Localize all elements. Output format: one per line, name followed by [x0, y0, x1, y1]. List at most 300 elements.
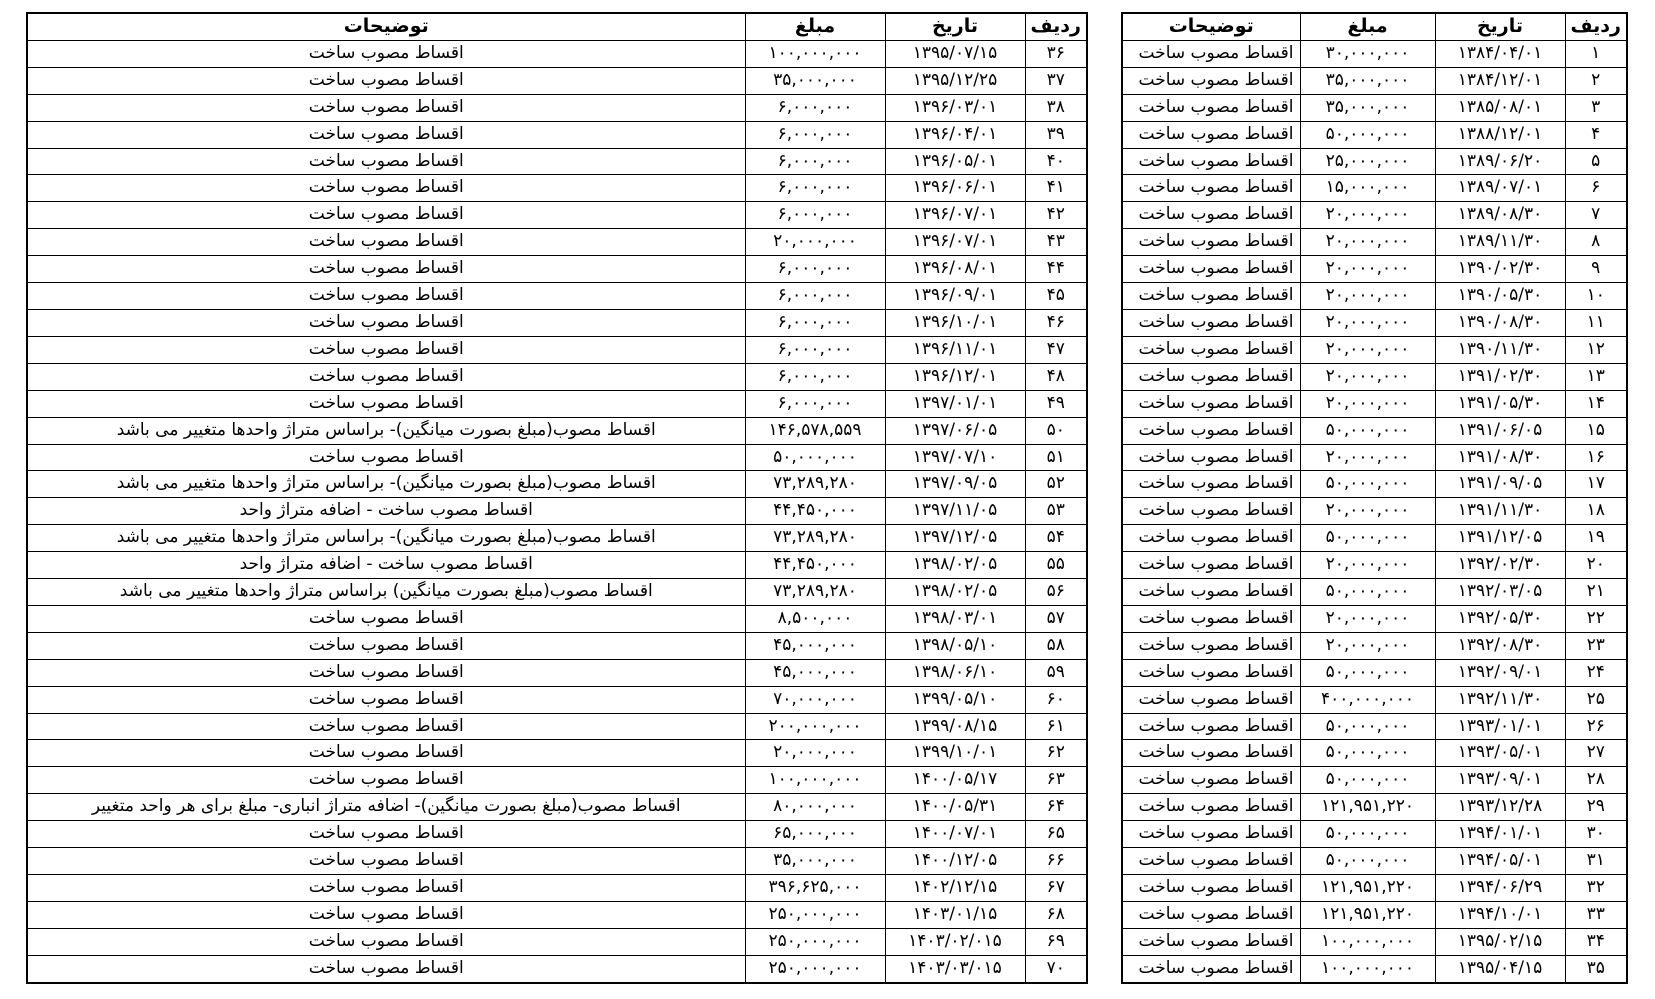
amount-cell: ۱۲۱,۹۵۱,۲۲۰ [1300, 875, 1435, 902]
row-number-cell: ۲۶ [1565, 713, 1627, 740]
table-row [27, 767, 1087, 794]
table-row [27, 40, 1087, 67]
description-cell: اقساط مصوب ساخت [1122, 94, 1300, 121]
row-number-cell: ۳۵ [1565, 955, 1627, 982]
description-cell: اقساط مصوب ساخت [1122, 229, 1300, 256]
amount-cell: ۱۵,۰۰۰,۰۰۰ [1300, 175, 1435, 202]
description-cell: اقساط مصوب ساخت [27, 605, 745, 632]
amount-cell: ۳۰,۰۰۰,۰۰۰ [1300, 40, 1435, 67]
amount-cell: ۲۰,۰۰۰,۰۰۰ [1300, 283, 1435, 310]
header-amount: مبلغ [745, 13, 885, 40]
installments-table-left [26, 12, 1088, 984]
row-number-cell: ۳۰ [1565, 821, 1627, 848]
date-cell: ۱۳۹۵/۰۲/۱۵ [1435, 928, 1565, 955]
date-cell: ۱۳۹۵/۱۲/۲۵ [885, 67, 1025, 94]
row-number-cell: ۶۰ [1025, 686, 1087, 713]
date-cell: ۱۳۹۴/۰۱/۰۱ [1435, 821, 1565, 848]
row-number-cell: ۶۲ [1025, 740, 1087, 767]
amount-cell: ۲۰,۰۰۰,۰۰۰ [1300, 498, 1435, 525]
date-cell: ۱۳۹۰/۰۲/۳۰ [1435, 256, 1565, 283]
row-number-cell: ۵۲ [1025, 471, 1087, 498]
date-cell: ۱۴۰۰/۰۵/۳۱ [885, 794, 1025, 821]
amount-cell: ۵۰,۰۰۰,۰۰۰ [1300, 848, 1435, 875]
description-cell: اقساط مصوب ساخت [27, 821, 745, 848]
row-number-cell: ۳ [1565, 94, 1627, 121]
amount-cell: ۴۵,۰۰۰,۰۰۰ [745, 632, 885, 659]
header-description: توضیحات [1122, 13, 1300, 40]
amount-cell: ۶۵,۰۰۰,۰۰۰ [745, 821, 885, 848]
date-cell: ۱۴۰۳/۰۲/۰۱۵ [885, 928, 1025, 955]
row-number-cell: ۸ [1565, 229, 1627, 256]
amount-cell: ۳۹۶,۶۲۵,۰۰۰ [745, 875, 885, 902]
description-cell: اقساط مصوب ساخت [1122, 552, 1300, 579]
row-number-cell: ۳۱ [1565, 848, 1627, 875]
description-cell: اقساط مصوب ساخت [1122, 928, 1300, 955]
date-cell: ۱۳۹۱/۰۵/۳۰ [1435, 390, 1565, 417]
amount-cell: ۸,۵۰۰,۰۰۰ [745, 605, 885, 632]
table-row [1122, 67, 1627, 94]
date-cell: ۱۳۹۷/۱۲/۰۵ [885, 525, 1025, 552]
row-number-cell: ۱۲ [1565, 336, 1627, 363]
row-number-cell: ۱۵ [1565, 417, 1627, 444]
description-cell: اقساط مصوب ساخت [27, 40, 745, 67]
description-cell: اقساط مصوب ساخت [27, 94, 745, 121]
description-cell: اقساط مصوب ساخت [1122, 767, 1300, 794]
date-cell: ۱۳۹۱/۰۹/۰۵ [1435, 471, 1565, 498]
description-cell: اقساط مصوب ساخت [1122, 175, 1300, 202]
table-row [1122, 875, 1627, 902]
amount-cell: ۷۰,۰۰۰,۰۰۰ [745, 686, 885, 713]
table-body [27, 40, 1087, 982]
row-number-cell: ۴۸ [1025, 363, 1087, 390]
amount-cell: ۶,۰۰۰,۰۰۰ [745, 94, 885, 121]
row-number-cell: ۷ [1565, 202, 1627, 229]
amount-cell: ۴۴,۴۵۰,۰۰۰ [745, 498, 885, 525]
description-cell: اقساط مصوب(مبلغ بصورت میانگین)- اضافه متراژ انباری- مبلغ برای هر واحد متغییر [27, 794, 745, 821]
table-row [1122, 363, 1627, 390]
description-cell: اقساط مصوب ساخت [1122, 309, 1300, 336]
row-number-cell: ۵۶ [1025, 579, 1087, 606]
description-cell: اقساط مصوب ساخت [1122, 901, 1300, 928]
row-number-cell: ۲۰ [1565, 552, 1627, 579]
amount-cell: ۵۰,۰۰۰,۰۰۰ [1300, 121, 1435, 148]
description-cell: اقساط مصوب ساخت [27, 229, 745, 256]
description-cell: اقساط مصوب ساخت [27, 283, 745, 310]
table-row [27, 363, 1087, 390]
table-row [27, 821, 1087, 848]
date-cell: ۱۳۹۴/۱۰/۰۱ [1435, 901, 1565, 928]
row-number-cell: ۶۵ [1025, 821, 1087, 848]
description-cell: اقساط مصوب ساخت [1122, 471, 1300, 498]
amount-cell: ۲۰,۰۰۰,۰۰۰ [1300, 229, 1435, 256]
row-number-cell: ۷۰ [1025, 955, 1087, 982]
date-cell: ۱۴۰۰/۰۵/۱۷ [885, 767, 1025, 794]
table-row [1122, 686, 1627, 713]
amount-cell: ۲۰,۰۰۰,۰۰۰ [1300, 363, 1435, 390]
table-row [27, 875, 1087, 902]
description-cell: اقساط مصوب ساخت [1122, 740, 1300, 767]
table-row [27, 256, 1087, 283]
description-cell: اقساط مصوب ساخت [1122, 283, 1300, 310]
row-number-cell: ۱۴ [1565, 390, 1627, 417]
table-row [1122, 955, 1627, 982]
table-row [1122, 94, 1627, 121]
date-cell: ۱۳۹۱/۰۶/۰۵ [1435, 417, 1565, 444]
date-cell: ۱۳۹۷/۰۱/۰۱ [885, 390, 1025, 417]
description-cell: اقساط مصوب ساخت - اضافه متراژ واحد [27, 498, 745, 525]
table-row [27, 605, 1087, 632]
table-row [1122, 632, 1627, 659]
table-row [27, 552, 1087, 579]
amount-cell: ۶,۰۰۰,۰۰۰ [745, 283, 885, 310]
table-row [1122, 471, 1627, 498]
description-cell: اقساط مصوب ساخت [27, 740, 745, 767]
date-cell: ۱۳۹۲/۰۵/۳۰ [1435, 605, 1565, 632]
description-cell: اقساط مصوب ساخت [1122, 390, 1300, 417]
amount-cell: ۲۰,۰۰۰,۰۰۰ [745, 229, 885, 256]
table-row [27, 632, 1087, 659]
date-cell: ۱۳۸۹/۰۷/۰۱ [1435, 175, 1565, 202]
row-number-cell: ۴ [1565, 121, 1627, 148]
date-cell: ۱۳۹۷/۰۹/۰۵ [885, 471, 1025, 498]
table-row [1122, 794, 1627, 821]
table-row [1122, 659, 1627, 686]
date-cell: ۱۳۸۵/۰۸/۰۱ [1435, 94, 1565, 121]
description-cell: اقساط مصوب ساخت [27, 767, 745, 794]
table-row [1122, 740, 1627, 767]
row-number-cell: ۲۵ [1565, 686, 1627, 713]
table-row [1122, 552, 1627, 579]
amount-cell: ۲۰,۰۰۰,۰۰۰ [1300, 390, 1435, 417]
description-cell: اقساط مصوب ساخت [1122, 444, 1300, 471]
date-cell: ۱۳۹۸/۰۵/۱۰ [885, 632, 1025, 659]
table-row [27, 283, 1087, 310]
amount-cell: ۳۵,۰۰۰,۰۰۰ [1300, 67, 1435, 94]
header-amount: مبلغ [1300, 13, 1435, 40]
header-row-number: ردیف [1565, 13, 1627, 40]
amount-cell: ۲۰,۰۰۰,۰۰۰ [1300, 605, 1435, 632]
description-cell: اقساط مصوب ساخت [27, 686, 745, 713]
header-row-number: ردیف [1025, 13, 1087, 40]
header-description: توضیحات [27, 13, 745, 40]
table-row [1122, 767, 1627, 794]
description-cell: اقساط مصوب ساخت [1122, 256, 1300, 283]
amount-cell: ۴۵,۰۰۰,۰۰۰ [745, 659, 885, 686]
description-cell: اقساط مصوب ساخت - اضافه متراژ واحد [27, 552, 745, 579]
table-row [27, 121, 1087, 148]
date-cell: ۱۳۹۶/۰۹/۰۱ [885, 283, 1025, 310]
date-cell: ۱۳۹۳/۰۱/۰۱ [1435, 713, 1565, 740]
row-number-cell: ۶۶ [1025, 848, 1087, 875]
table-row [27, 390, 1087, 417]
date-cell: ۱۴۰۳/۰۱/۱۵ [885, 901, 1025, 928]
description-cell: اقساط مصوب ساخت [27, 632, 745, 659]
table-row [1122, 928, 1627, 955]
row-number-cell: ۱۰ [1565, 283, 1627, 310]
amount-cell: ۵۰,۰۰۰,۰۰۰ [1300, 471, 1435, 498]
description-cell: اقساط مصوب ساخت [27, 336, 745, 363]
table-row [1122, 498, 1627, 525]
date-cell: ۱۳۹۶/۰۷/۰۱ [885, 229, 1025, 256]
date-cell: ۱۳۹۷/۱۱/۰۵ [885, 498, 1025, 525]
date-cell: ۱۳۹۳/۰۵/۰۱ [1435, 740, 1565, 767]
date-cell: ۱۳۹۲/۰۸/۳۰ [1435, 632, 1565, 659]
date-cell: ۱۴۰۰/۰۷/۰۱ [885, 821, 1025, 848]
description-cell: اقساط مصوب ساخت [1122, 363, 1300, 390]
date-cell: ۱۴۰۳/۰۳/۰۱۵ [885, 955, 1025, 982]
date-cell: ۱۳۹۶/۰۷/۰۱ [885, 202, 1025, 229]
description-cell: اقساط مصوب ساخت [1122, 713, 1300, 740]
amount-cell: ۶,۰۰۰,۰۰۰ [745, 309, 885, 336]
date-cell: ۱۳۹۶/۱۱/۰۱ [885, 336, 1025, 363]
amount-cell: ۲۵۰,۰۰۰,۰۰۰ [745, 955, 885, 982]
date-cell: ۱۳۹۸/۰۶/۱۰ [885, 659, 1025, 686]
row-number-cell: ۲۱ [1565, 579, 1627, 606]
table-row [27, 525, 1087, 552]
amount-cell: ۴۴,۴۵۰,۰۰۰ [745, 552, 885, 579]
table-row [1122, 525, 1627, 552]
row-number-cell: ۵۴ [1025, 525, 1087, 552]
amount-cell: ۶,۰۰۰,۰۰۰ [745, 363, 885, 390]
amount-cell: ۱۰۰,۰۰۰,۰۰۰ [1300, 955, 1435, 982]
date-cell: ۱۳۹۶/۰۵/۰۱ [885, 148, 1025, 175]
date-cell: ۱۳۹۴/۰۶/۲۹ [1435, 875, 1565, 902]
date-cell: ۱۳۹۱/۰۸/۳۰ [1435, 444, 1565, 471]
description-cell: اقساط مصوب(مبلغ بصورت میانگین)- براساس متراژ واحدها متغییر می باشد [27, 471, 745, 498]
table-row [27, 336, 1087, 363]
amount-cell: ۶,۰۰۰,۰۰۰ [745, 390, 885, 417]
header-row [27, 13, 1087, 40]
amount-cell: ۳۵,۰۰۰,۰۰۰ [745, 67, 885, 94]
table-row [27, 901, 1087, 928]
description-cell: اقساط مصوب ساخت [27, 148, 745, 175]
row-number-cell: ۱۷ [1565, 471, 1627, 498]
row-number-cell: ۴۶ [1025, 309, 1087, 336]
amount-cell: ۲۰,۰۰۰,۰۰۰ [1300, 336, 1435, 363]
date-cell: ۱۳۸۴/۰۴/۰۱ [1435, 40, 1565, 67]
description-cell: اقساط مصوب ساخت [1122, 67, 1300, 94]
header-row [1122, 13, 1627, 40]
amount-cell: ۲۰,۰۰۰,۰۰۰ [1300, 444, 1435, 471]
date-cell: ۱۳۹۱/۰۲/۳۰ [1435, 363, 1565, 390]
table-body [1122, 40, 1627, 982]
description-cell: اقساط مصوب ساخت [1122, 848, 1300, 875]
description-cell: اقساط مصوب ساخت [27, 309, 745, 336]
description-cell: اقساط مصوب ساخت [1122, 148, 1300, 175]
date-cell: ۱۳۹۷/۰۷/۱۰ [885, 444, 1025, 471]
date-cell: ۱۳۹۲/۰۲/۳۰ [1435, 552, 1565, 579]
amount-cell: ۱۰۰,۰۰۰,۰۰۰ [1300, 928, 1435, 955]
row-number-cell: ۴۹ [1025, 390, 1087, 417]
date-cell: ۱۳۹۰/۱۱/۳۰ [1435, 336, 1565, 363]
amount-cell: ۱۲۱,۹۵۱,۲۲۰ [1300, 794, 1435, 821]
description-cell: اقساط مصوب ساخت [27, 202, 745, 229]
description-cell: اقساط مصوب ساخت [1122, 525, 1300, 552]
date-cell: ۱۳۹۶/۱۰/۰۱ [885, 309, 1025, 336]
description-cell: اقساط مصوب ساخت [27, 659, 745, 686]
row-number-cell: ۳۹ [1025, 121, 1087, 148]
row-number-cell: ۳۶ [1025, 40, 1087, 67]
date-cell: ۱۳۹۰/۰۸/۳۰ [1435, 309, 1565, 336]
row-number-cell: ۵۸ [1025, 632, 1087, 659]
table-row [27, 498, 1087, 525]
table-row [1122, 148, 1627, 175]
description-cell: اقساط مصوب ساخت [27, 256, 745, 283]
table-row [27, 94, 1087, 121]
description-cell: اقساط مصوب ساخت [1122, 498, 1300, 525]
description-cell: اقساط مصوب ساخت [1122, 605, 1300, 632]
amount-cell: ۵۰,۰۰۰,۰۰۰ [1300, 525, 1435, 552]
table-row [1122, 309, 1627, 336]
table-row [27, 67, 1087, 94]
amount-cell: ۳۵,۰۰۰,۰۰۰ [745, 848, 885, 875]
table-row [27, 579, 1087, 606]
date-cell: ۱۳۹۶/۰۸/۰۱ [885, 256, 1025, 283]
date-cell: ۱۳۹۷/۰۶/۰۵ [885, 417, 1025, 444]
description-cell: اقساط مصوب ساخت [1122, 417, 1300, 444]
description-cell: اقساط مصوب ساخت [27, 121, 745, 148]
row-number-cell: ۶ [1565, 175, 1627, 202]
date-cell: ۱۳۹۰/۰۵/۳۰ [1435, 283, 1565, 310]
amount-cell: ۲۰,۰۰۰,۰۰۰ [1300, 202, 1435, 229]
date-cell: ۱۳۹۳/۰۹/۰۱ [1435, 767, 1565, 794]
date-cell: ۱۴۰۰/۱۲/۰۵ [885, 848, 1025, 875]
row-number-cell: ۶۴ [1025, 794, 1087, 821]
amount-cell: ۵۰,۰۰۰,۰۰۰ [1300, 579, 1435, 606]
date-cell: ۱۳۸۹/۰۸/۳۰ [1435, 202, 1565, 229]
row-number-cell: ۴۷ [1025, 336, 1087, 363]
amount-cell: ۱۰۰,۰۰۰,۰۰۰ [745, 767, 885, 794]
date-cell: ۱۳۹۴/۰۵/۰۱ [1435, 848, 1565, 875]
date-cell: ۱۳۹۶/۰۳/۰۱ [885, 94, 1025, 121]
date-cell: ۱۳۹۲/۰۳/۰۵ [1435, 579, 1565, 606]
amount-cell: ۵۰,۰۰۰,۰۰۰ [1300, 659, 1435, 686]
row-number-cell: ۶۸ [1025, 901, 1087, 928]
installments-table-right [1121, 12, 1628, 984]
description-cell: اقساط مصوب(مبلغ بصورت میانگین) براساس متراژ واحدها متغییر می باشد [27, 579, 745, 606]
table-row [27, 794, 1087, 821]
table-row [27, 928, 1087, 955]
table-row [27, 309, 1087, 336]
table-row [27, 175, 1087, 202]
description-cell: اقساط مصوب ساخت [1122, 875, 1300, 902]
description-cell: اقساط مصوب ساخت [1122, 794, 1300, 821]
amount-cell: ۱۴۶,۵۷۸,۵۵۹ [745, 417, 885, 444]
amount-cell: ۲۰۰,۰۰۰,۰۰۰ [745, 713, 885, 740]
row-number-cell: ۵۷ [1025, 605, 1087, 632]
row-number-cell: ۵۳ [1025, 498, 1087, 525]
description-cell: اقساط مصوب ساخت [27, 175, 745, 202]
table-row [1122, 713, 1627, 740]
row-number-cell: ۴۰ [1025, 148, 1087, 175]
amount-cell: ۷۳,۲۸۹,۲۸۰ [745, 579, 885, 606]
date-cell: ۱۳۹۹/۰۵/۱۰ [885, 686, 1025, 713]
description-cell: اقساط مصوب ساخت [1122, 336, 1300, 363]
description-cell: اقساط مصوب ساخت [27, 444, 745, 471]
amount-cell: ۱۲۱,۹۵۱,۲۲۰ [1300, 901, 1435, 928]
row-number-cell: ۹ [1565, 256, 1627, 283]
amount-cell: ۶,۰۰۰,۰۰۰ [745, 256, 885, 283]
table-row [1122, 229, 1627, 256]
row-number-cell: ۶۷ [1025, 875, 1087, 902]
row-number-cell: ۳۸ [1025, 94, 1087, 121]
row-number-cell: ۵۹ [1025, 659, 1087, 686]
table-row [1122, 121, 1627, 148]
row-number-cell: ۲۹ [1565, 794, 1627, 821]
amount-cell: ۶,۰۰۰,۰۰۰ [745, 121, 885, 148]
amount-cell: ۵۰,۰۰۰,۰۰۰ [1300, 417, 1435, 444]
description-cell: اقساط مصوب ساخت [1122, 659, 1300, 686]
description-cell: اقساط مصوب ساخت [27, 67, 745, 94]
table-row [27, 848, 1087, 875]
amount-cell: ۵۰,۰۰۰,۰۰۰ [1300, 767, 1435, 794]
table-row [1122, 40, 1627, 67]
table-row [27, 417, 1087, 444]
table-row [1122, 821, 1627, 848]
description-cell: اقساط مصوب ساخت [1122, 202, 1300, 229]
amount-cell: ۵۰,۰۰۰,۰۰۰ [1300, 821, 1435, 848]
date-cell: ۱۳۹۲/۱۱/۳۰ [1435, 686, 1565, 713]
table-row [1122, 605, 1627, 632]
table-row [1122, 444, 1627, 471]
amount-cell: ۶,۰۰۰,۰۰۰ [745, 148, 885, 175]
amount-cell: ۷۳,۲۸۹,۲۸۰ [745, 471, 885, 498]
table-row [1122, 283, 1627, 310]
row-number-cell: ۳۲ [1565, 875, 1627, 902]
row-number-cell: ۱۱ [1565, 309, 1627, 336]
description-cell: اقساط مصوب ساخت [27, 848, 745, 875]
date-cell: ۱۳۹۶/۰۴/۰۱ [885, 121, 1025, 148]
row-number-cell: ۴۱ [1025, 175, 1087, 202]
table-row [27, 444, 1087, 471]
date-cell: ۱۳۹۶/۱۲/۰۱ [885, 363, 1025, 390]
date-cell: ۱۳۸۹/۱۱/۳۰ [1435, 229, 1565, 256]
row-number-cell: ۱۸ [1565, 498, 1627, 525]
row-number-cell: ۲۸ [1565, 767, 1627, 794]
table-row [27, 955, 1087, 982]
amount-cell: ۶,۰۰۰,۰۰۰ [745, 336, 885, 363]
description-cell: اقساط مصوب(مبلغ بصورت میانگین)- براساس متراژ واحدها متغییر می باشد [27, 417, 745, 444]
row-number-cell: ۵ [1565, 148, 1627, 175]
date-cell: ۱۳۹۶/۰۶/۰۱ [885, 175, 1025, 202]
row-number-cell: ۵۰ [1025, 417, 1087, 444]
row-number-cell: ۵۵ [1025, 552, 1087, 579]
row-number-cell: ۳۷ [1025, 67, 1087, 94]
row-number-cell: ۶۹ [1025, 928, 1087, 955]
description-cell: اقساط مصوب ساخت [27, 928, 745, 955]
date-cell: ۱۳۹۸/۰۳/۰۱ [885, 605, 1025, 632]
table-row [1122, 390, 1627, 417]
table-row [27, 686, 1087, 713]
amount-cell: ۲۰,۰۰۰,۰۰۰ [1300, 632, 1435, 659]
amount-cell: ۲۰,۰۰۰,۰۰۰ [745, 740, 885, 767]
table-row [27, 148, 1087, 175]
description-cell: اقساط مصوب ساخت [1122, 121, 1300, 148]
date-cell: ۱۳۸۸/۱۲/۰۱ [1435, 121, 1565, 148]
date-cell: ۱۳۹۵/۰۴/۱۵ [1435, 955, 1565, 982]
date-cell: ۱۳۹۸/۰۲/۰۵ [885, 552, 1025, 579]
amount-cell: ۶,۰۰۰,۰۰۰ [745, 175, 885, 202]
date-cell: ۱۳۹۲/۰۹/۰۱ [1435, 659, 1565, 686]
description-cell: اقساط مصوب(مبلغ بصورت میانگین)- براساس متراژ واحدها متغییر می باشد [27, 525, 745, 552]
row-number-cell: ۶۱ [1025, 713, 1087, 740]
date-cell: ۱۳۹۵/۰۷/۱۵ [885, 40, 1025, 67]
row-number-cell: ۲۴ [1565, 659, 1627, 686]
table-row [1122, 901, 1627, 928]
table-row [1122, 336, 1627, 363]
row-number-cell: ۱ [1565, 40, 1627, 67]
table-row [27, 740, 1087, 767]
